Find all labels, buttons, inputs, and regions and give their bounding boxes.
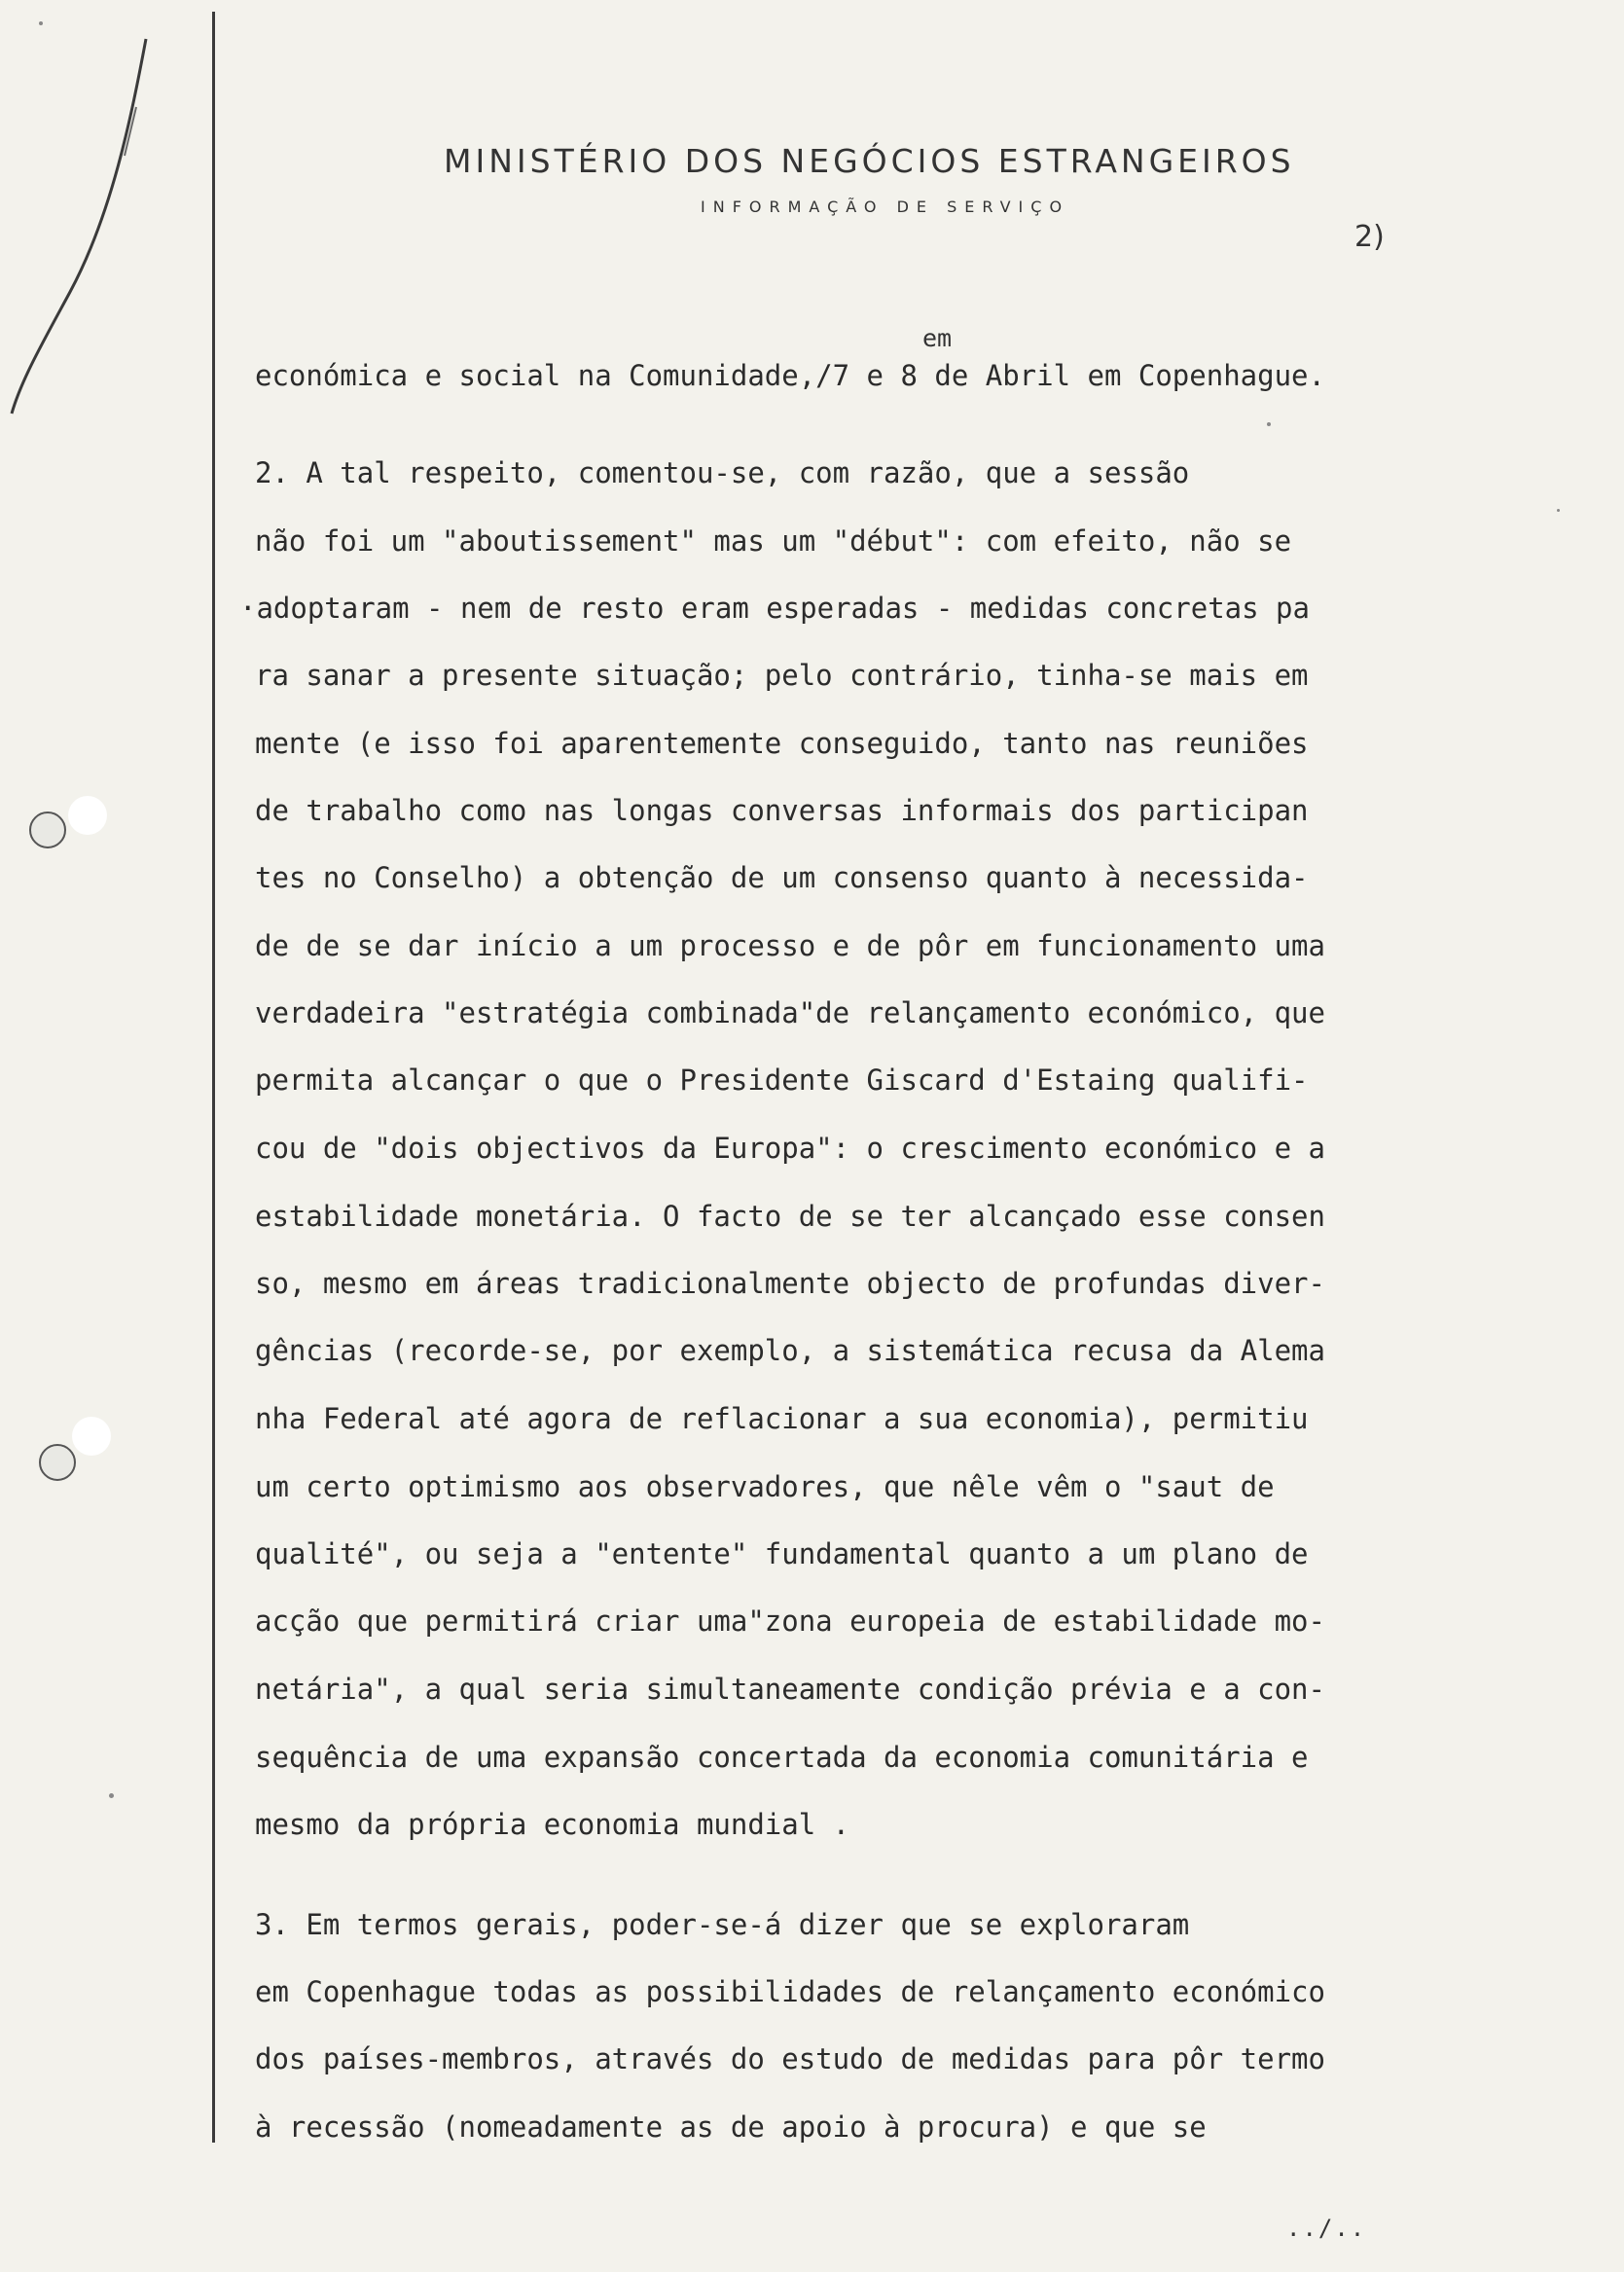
punch-hole-cover <box>72 1417 111 1456</box>
text-line: permita alcançar o que o Presidente Giscard d'Estaing qualifi- <box>255 1064 1309 1097</box>
speck <box>109 1793 114 1798</box>
punch-hole-cover <box>68 796 107 835</box>
speck <box>39 21 43 25</box>
text-line: qualité", ou seja a "entente" fundamental quanto a um plano de <box>255 1537 1309 1570</box>
text-line: netária", a qual seria simultaneamente condição prévia e a con- <box>255 1673 1325 1706</box>
margin-rule <box>212 12 215 2143</box>
text-line: gências (recorde-se, por exemplo, a sistemática recusa da Alema <box>255 1334 1325 1367</box>
text-line: em Copenhague todas as possibilidades de relançamento económico <box>255 1975 1325 2008</box>
ministry-heading: MINISTÉRIO DOS NEGÓCIOS ESTRANGEIROS <box>444 142 1295 180</box>
speck <box>1267 422 1271 426</box>
text-line: económica e social na Comunidade,/7 e 8 de Abril em Copenhague. <box>255 359 1325 392</box>
service-subtitle: INFORMAÇÃO DE SERVIÇO <box>701 198 1070 216</box>
text-line: so, mesmo em áreas tradicionalmente objecto de profundas diver- <box>255 1267 1325 1300</box>
handwritten-insertion: em <box>922 324 953 352</box>
page-number: 2) <box>1354 220 1385 254</box>
punch-hole <box>39 1444 76 1481</box>
text-line: 3. Em termos gerais, poder-se-á dizer que se exploraram <box>255 1908 1190 1941</box>
text-line: verdadeira "estratégia combinada"de relançamento económico, que <box>255 996 1325 1029</box>
text-line: de trabalho como nas longas conversas informais dos participan <box>255 794 1309 827</box>
text-line: 2. A tal respeito, comentou-se, com razão, que a sessão <box>255 456 1190 489</box>
text-line: à recessão (nomeadamente as de apoio à procura) e que se <box>255 2110 1207 2144</box>
speck <box>1557 509 1560 512</box>
text-line: estabilidade monetária. O facto de se ter alcançado esse consen <box>255 1200 1325 1233</box>
text-line: nha Federal até agora de reflacionar a sua economia), permitiu <box>255 1402 1309 1435</box>
pen-stroke <box>0 0 195 448</box>
text-line: ·adoptaram - nem de resto eram esperadas - medidas concretas pa <box>239 592 1310 625</box>
text-line: mente (e isso foi aparentemente conseguido, tanto nas reuniões <box>255 727 1309 760</box>
text-line: sequência de uma expansão concertada da economia comunitária e <box>255 1741 1309 1774</box>
text-line: dos países-membros, através do estudo de medidas para pôr termo <box>255 2042 1325 2075</box>
text-line: ra sanar a presente situação; pelo contrário, tinha-se mais em <box>255 659 1309 692</box>
text-line: um certo optimismo aos observadores, que nêle vêm o "saut de <box>255 1470 1275 1503</box>
text-line: de de se dar início a um processo e de pôr em funcionamento uma <box>255 929 1325 962</box>
punch-hole <box>29 811 66 848</box>
continuation-mark: ../.. <box>1286 2215 1367 2242</box>
text-line: não foi um "aboutissement" mas um "début": com efeito, não se <box>255 524 1292 558</box>
text-line: mesmo da própria economia mundial . <box>255 1808 850 1841</box>
text-line: tes no Conselho) a obtenção de um consenso quanto à necessida- <box>255 861 1309 894</box>
text-line: cou de "dois objectivos da Europa": o crescimento económico e a <box>255 1132 1325 1165</box>
text-line: acção que permitirá criar uma"zona europeia de estabilidade mo- <box>255 1605 1325 1638</box>
